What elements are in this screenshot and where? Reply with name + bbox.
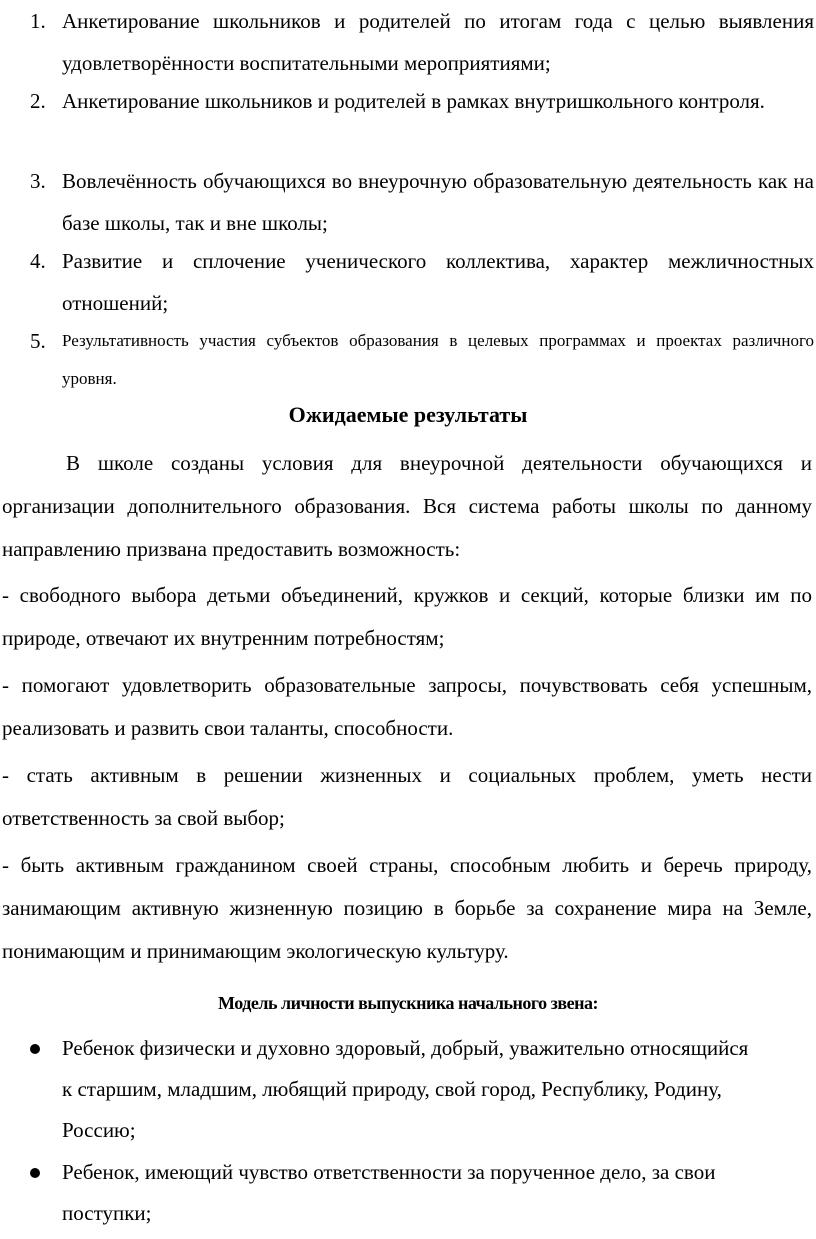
list-item-text: Анкетирование школьников и родителей в рамках внутришкольного контроля.	[62, 89, 765, 113]
bullet-item-text: Ребенок физически и духовно здоровый, добрый, уважительно относящийся к старшим, младшим, любящий природу, свой город, Республику, Родину, Россию;	[62, 1036, 749, 1142]
list-number: 1.	[30, 9, 46, 33]
list-item-text: Анкетирование школьников и родителей по итогам года с целью выявления удовлетворённости воспитательными мероприятиями;	[62, 9, 814, 75]
dash-item: - помогают удовлетворить образовательные запросы, почувствовать себя успешным, реализовать и развить свои таланты, способности.	[2, 673, 812, 740]
bullet-item-text: Ребенок, имеющий чувство ответственности за порученное дело, за свои поступки;	[62, 1160, 716, 1225]
list-number: 5.	[30, 329, 46, 353]
section-heading: Ожидаемые результаты	[288, 402, 528, 427]
subheading: Модель личности выпускника начального звена:	[218, 993, 598, 1013]
list-number: 2.	[30, 89, 46, 113]
list-item-text: Вовлечённость обучающихся во внеурочную образовательную деятельность как на базе школы, так и вне школы;	[62, 169, 814, 235]
list-item-text: Развитие и сплочение ученического коллектива, характер межличностных отношений;	[62, 249, 814, 315]
dash-item: - быть активным гражданином своей страны, способным любить и беречь природу, занимающим активную жизненную позицию в борьбе за сохранение мира на Земле, понимающим и принимающим экологическую культуру.	[2, 853, 812, 963]
intro-paragraph: В школе созданы условия для внеурочной деятельности обучающихся и организации дополнительного образования. Вся система работы школы по данному направлению призвана предоставить возможность:	[2, 451, 812, 561]
dash-item: - стать активным в решении жизненных и социальных проблем, уметь нести ответственность за свой выбор;	[2, 763, 812, 830]
list-number: 3.	[30, 169, 46, 193]
list-number: 4.	[30, 249, 46, 273]
list-item-text: Результативность участия субъектов образования в целевых программах и проектах различного уровня.	[62, 331, 814, 388]
dash-item: - свободного выбора детьми объединений, кружков и секций, которые близки им по природе, отвечают их внутренним потребностям;	[2, 583, 812, 650]
bullet-icon	[30, 1168, 40, 1178]
bullet-icon	[30, 1044, 40, 1054]
